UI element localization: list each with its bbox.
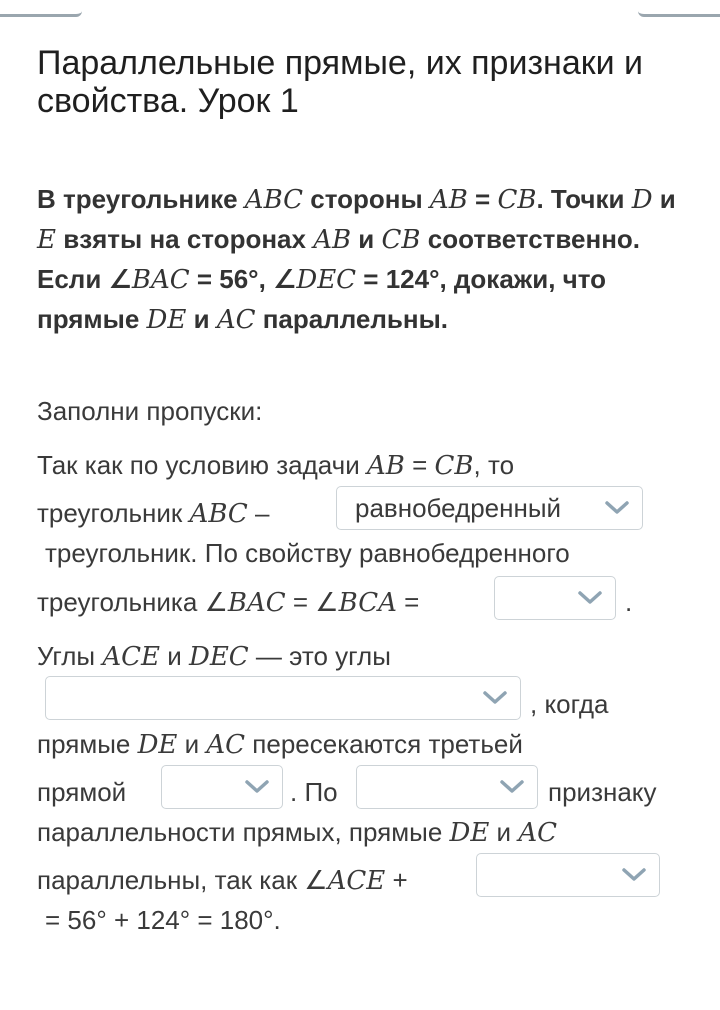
transversal-dropdown[interactable]: [161, 765, 283, 809]
answer-line-9: [37, 814, 697, 851]
problem-text: = 56°, ∠: [189, 264, 297, 294]
angle-value-dropdown[interactable]: [494, 576, 616, 620]
dropdown-value: равнобедренный: [355, 493, 562, 523]
answer-line-5: [37, 638, 697, 675]
math-expr: BAC: [131, 265, 190, 295]
answer-line-7: [37, 726, 697, 763]
answer-text: Так как по условию задачи: [37, 450, 367, 480]
answer-text: пересекаются третьей: [245, 729, 523, 759]
answer-text: параллельны, так как ∠: [37, 865, 328, 895]
top-bar: [0, 0, 720, 18]
math-expr: BAC: [227, 588, 286, 618]
math-expr: BCA: [338, 588, 397, 618]
chevron-down-icon: [621, 867, 647, 883]
math-expr: ABC: [244, 185, 304, 215]
chevron-down-icon: [244, 779, 270, 795]
math-expr: DE: [146, 305, 187, 335]
answer-text: =: [396, 587, 420, 617]
problem-text: и: [186, 304, 217, 334]
answer-text: .: [625, 587, 633, 617]
answer-text: , то: [473, 450, 515, 480]
math-expr: AC: [216, 305, 256, 335]
problem-text: параллельны.: [255, 304, 448, 334]
problem-text: стороны: [303, 184, 430, 214]
chevron-down-icon: [482, 690, 508, 706]
math-expr: DE: [137, 730, 178, 760]
answer-text: треугольника ∠: [37, 587, 228, 617]
math-expr: AB: [366, 451, 405, 481]
problem-text: взяты на сторонах: [55, 224, 314, 254]
chevron-down-icon: [499, 779, 525, 795]
answer-text: = ∠: [285, 587, 339, 617]
math-expr: DE: [449, 818, 490, 848]
math-expr: D: [631, 185, 653, 215]
answer-text: . По: [290, 777, 338, 807]
answer-text: параллельности прямых, прямые: [37, 817, 450, 847]
answer-text: прямые: [37, 729, 138, 759]
problem-text: =: [467, 184, 498, 214]
tab-right-indicator[interactable]: [638, 0, 720, 17]
answer-text: +: [385, 865, 408, 895]
math-expr: E: [37, 225, 56, 255]
answer-text: и: [177, 729, 207, 759]
lesson-title: Параллельные прямые, их признаки и свойства. Урок 1: [37, 44, 644, 120]
math-expr: AB: [429, 185, 468, 215]
problem-text: В треугольнике: [37, 184, 245, 214]
triangle-type-dropdown[interactable]: [336, 486, 643, 530]
answer-text: — это углы: [248, 641, 391, 671]
chevron-down-icon: [577, 590, 603, 606]
math-expr: ACE: [102, 642, 160, 672]
answer-text: признаку: [548, 777, 657, 807]
math-expr: AC: [206, 730, 246, 760]
math-expr: AB: [313, 225, 352, 255]
answer-text: Углы: [37, 641, 103, 671]
answer-text: =: [404, 450, 435, 480]
answer-text: и: [489, 817, 519, 847]
math-expr: DEC: [188, 642, 249, 672]
math-expr: CB: [381, 225, 421, 255]
answer-text: прямой: [37, 777, 127, 807]
math-expr: ACE: [327, 866, 386, 896]
chevron-down-icon: [604, 500, 630, 516]
problem-text: соответственно. Если ∠: [37, 224, 641, 294]
fill-blanks-prompt: Заполни пропуски:: [37, 396, 263, 426]
angle-kind-dropdown[interactable]: [45, 676, 521, 720]
tab-left-indicator[interactable]: [0, 0, 82, 17]
problem-text: = 124°, докажи, что прямые: [37, 264, 607, 334]
problem-text: . Точки: [536, 184, 632, 214]
math-expr: CB: [434, 451, 474, 481]
answer-text: , когда: [530, 689, 609, 719]
answer-text: –: [247, 498, 270, 528]
answer-text: треугольник: [37, 498, 190, 528]
math-expr: AC: [518, 818, 557, 848]
problem-statement: [37, 180, 687, 340]
answer-text: и: [160, 641, 189, 671]
problem-text: и: [652, 184, 676, 214]
criterion-dropdown[interactable]: [356, 765, 538, 809]
math-expr: CB: [497, 185, 537, 215]
math-expr: DEC: [296, 265, 357, 295]
answer-line-3: треугольник. По свойству равнобедренного: [45, 538, 570, 568]
answer-line-11: = 56° + 124° = 180°.: [45, 905, 281, 935]
second-angle-dropdown[interactable]: [476, 853, 660, 897]
problem-text: и: [351, 224, 382, 254]
answer-line-1: [37, 447, 697, 484]
answer-line-10: [37, 862, 477, 899]
math-expr: ABC: [189, 499, 248, 529]
